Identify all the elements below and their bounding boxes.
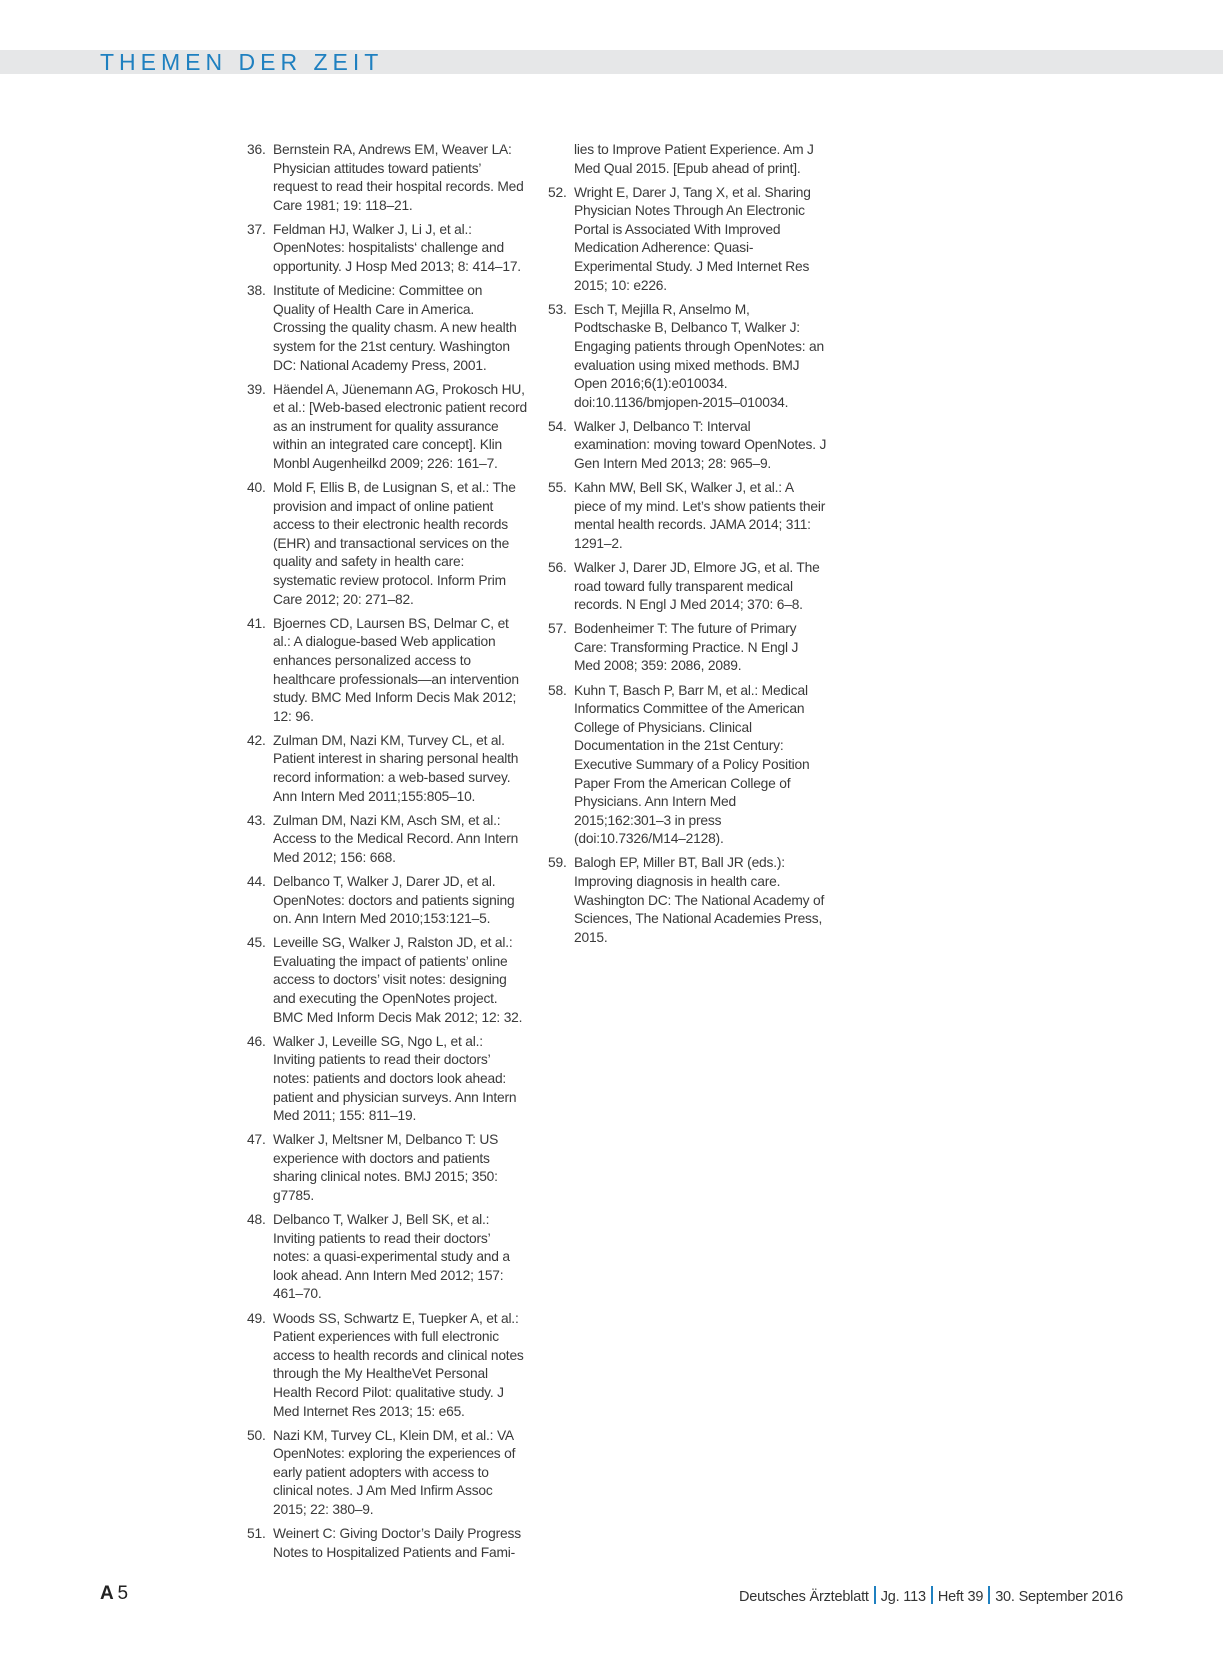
reference-item (548, 184, 828, 296)
reference-number: 53. (548, 301, 567, 317)
references-left-column (247, 141, 527, 1568)
reference-number: 47. (247, 1132, 266, 1148)
reference-item-continued (548, 141, 828, 178)
reference-item (247, 141, 527, 215)
reference-number: 46. (247, 1033, 266, 1049)
reference-number: 50. (247, 1427, 266, 1443)
reference-item (247, 732, 527, 806)
reference-text: Bjoernes CD, Laursen BS, Delmar C, et al.: A dialogue-based Web application enhances personalized access to healthcare professionals—an intervention study. BMC Med Inform Decis Mak 2012; 12: 96. (273, 615, 519, 724)
reference-number: 36. (247, 142, 266, 157)
reference-item (247, 1033, 527, 1126)
reference-number: 48. (247, 1212, 266, 1228)
footer-separator (874, 1586, 876, 1604)
reference-text: Weinert C: Giving Doctor’s Daily Progress Notes to Hospitalized Patients and Fami- (273, 1526, 521, 1560)
reference-number: 42. (247, 732, 266, 748)
reference-text: Delbanco T, Walker J, Bell SK, et al.: Inviting patients to read their doctors’ notes: a quasi-experimental study and a look ahead. Ann Intern Med 2012; 157: 461–70. (273, 1212, 510, 1302)
reference-text: Nazi KM, Turvey CL, Klein DM, et al.: VA OpenNotes: exploring the experiences of early patient adopters with access to clinical notes. J Am Med Infirm Assoc 2015; 22: 380–9. (273, 1427, 516, 1517)
reference-item (548, 479, 828, 553)
reference-number: 37. (247, 221, 266, 237)
reference-number: 52. (548, 184, 567, 200)
reference-item (247, 1310, 527, 1422)
journal-volume: Jg. 113 (880, 1589, 926, 1605)
reference-item (548, 854, 828, 947)
reference-number: 54. (548, 418, 567, 434)
journal-date: 30. September 2016 (995, 1589, 1123, 1605)
reference-item (247, 934, 527, 1027)
reference-text: Zulman DM, Nazi KM, Asch SM, et al.: Access to the Medical Record. Ann Intern Med 2012; 156: 668. (273, 812, 519, 865)
reference-text: Kahn MW, Bell SK, Walker J, et al.: A piece of my mind. Let’s show patients their mental health records. JAMA 2014; 311: 1291–2. (574, 480, 826, 551)
reference-item (247, 615, 527, 727)
reference-item (247, 812, 527, 868)
reference-item (247, 479, 527, 609)
reference-text: Woods SS, Schwartz E, Tuepker A, et al.: Patient experiences with full electronic access to health records and clinical notes through the My HealtheVet Personal Health Record Pilot: qualitative study. J Med Internet Res 2013; 15: e65. (273, 1310, 524, 1419)
journal-issue: Heft 39 (937, 1589, 984, 1605)
reference-text: Bernstein RA, Andrews EM, Weaver LA: Physician attitudes toward patients’ request to read their hospital records. Med Care 1981; 19: 118–21. (273, 142, 524, 213)
reference-text: Institute of Medicine: Committee on Quality of Health Care in America. Crossing the quality chasm. A new health system for the 21st century. Washington DC: National Academy Press, 2001. (273, 283, 517, 373)
references-right-column (548, 141, 828, 953)
reference-number: 43. (247, 812, 266, 828)
reference-number: 41. (247, 615, 266, 631)
reference-item (548, 682, 828, 849)
page-number-value: 5 (117, 1583, 129, 1604)
reference-number: 58. (548, 682, 567, 698)
reference-text: Balogh EP, Miller BT, Ball JR (eds.): Improving diagnosis in health care. Washington DC: The National Academy of Sciences, The National Academies Press, 2015. (574, 855, 825, 945)
reference-text: lies to Improve Patient Experience. Am J Med Qual 2015. [Epub ahead of print]. (574, 142, 814, 176)
reference-text: Häendel A, Jüenemann AG, Prokosch HU, et al.: [Web-based electronic patient record as an instrument for quality assurance within an integrated care concept]. Klin Monbl Augenheilkd 2009; 226: 161–7. (273, 381, 527, 471)
reference-text: Mold F, Ellis B, de Lusignan S, et al.: The provision and impact of online patient access to their electronic health records (EHR) and transactional services on the quality and safety in health care: systematic review protocol. Inform Prim Care 2012; 20: 271–82. (273, 480, 516, 607)
reference-text: Feldman HJ, Walker J, Li J, et al.: OpenNotes: hospitalists‘ challenge and opportunity. J Hosp Med 2013; 8: 414–17. (273, 221, 521, 275)
section-title: THEMEN DER ZEIT (100, 49, 384, 75)
reference-number: 57. (548, 621, 567, 637)
reference-text: Zulman DM, Nazi KM, Turvey CL, et al. Patient interest in sharing personal health record information: a web-based survey. Ann Intern Med 2011;155:805–10. (273, 732, 519, 804)
reference-number: 39. (247, 381, 266, 397)
footer-separator (931, 1586, 933, 1604)
reference-text: Wright E, Darer J, Tang X, et al. Sharing Physician Notes Through An Electronic Portal is Associated With Improved Medication Adherence: Quasi-Experimental Study. J Med Internet Res 2015; 10: e226. (574, 184, 811, 293)
reference-item (247, 1211, 527, 1304)
page-letter: A (100, 1583, 114, 1604)
reference-number: 55. (548, 480, 567, 496)
reference-text: Kuhn T, Basch P, Barr M, et al.: Medical Informatics Committee of the American College of Physicians. Clinical Documentation in the 21st Century: Executive Summary of a Policy Position Paper From the American College of Physicians. Ann Intern Med 2015;162:301–3 in press (doi:10.7326/M14–2128). (574, 682, 810, 847)
reference-item (247, 873, 527, 929)
reference-text: Bodenheimer T: The future of Primary Care: Transforming Practice. N Engl J Med 2008; 359: 2086, 2089. (574, 621, 799, 674)
reference-item (247, 221, 527, 277)
reference-number: 40. (247, 480, 266, 496)
reference-item (548, 418, 828, 474)
reference-text: Esch T, Mejilla R, Anselmo M, Podtschaske B, Delbanco T, Walker J: Engaging patients through OpenNotes: an evaluation using mixed methods. BMJ Open 2016;6(1):e010034. doi:10.1136/bmjopen-2015–010034. (574, 301, 824, 410)
reference-item (247, 282, 527, 375)
reference-number: 38. (247, 283, 266, 299)
reference-item (247, 1131, 527, 1205)
reference-text: Walker J, Leveille SG, Ngo L, et al.: Inviting patients to read their doctors’ notes: patients and doctors look ahead: patient and physician surveys. Ann Intern Med 2011; 155: 811–19. (273, 1033, 517, 1124)
footer-separator (988, 1586, 990, 1604)
reference-text: Leveille SG, Walker J, Ralston JD, et al.: Evaluating the impact of patients’ online access to doctors’ visit notes: designing and executing the OpenNotes project. BMC Med Inform Decis Mak 2012; 12: 32. (273, 935, 523, 1025)
reference-item (548, 620, 828, 676)
reference-number: 49. (247, 1310, 266, 1326)
reference-item (548, 559, 828, 615)
reference-text: Walker J, Darer JD, Elmore JG, et al. The road toward fully transparent medical records. N Engl J Med 2014; 370: 6–8. (574, 559, 820, 613)
reference-number: 45. (247, 935, 266, 951)
reference-number: 59. (548, 855, 567, 871)
reference-number (548, 141, 574, 178)
reference-item (247, 1525, 527, 1562)
reference-item (548, 301, 828, 413)
reference-item (247, 381, 527, 474)
reference-number: 51. (247, 1526, 266, 1542)
reference-text: Delbanco T, Walker J, Darer JD, et al. OpenNotes: doctors and patients signing on. Ann Intern Med 2010;153:121–5. (273, 873, 515, 927)
journal-footer (739, 1586, 1123, 1605)
page-number (100, 1583, 128, 1605)
reference-text: Walker J, Meltsner M, Delbanco T: US experience with doctors and patients sharing clinical notes. BMJ 2015; 350: g7785. (273, 1132, 499, 1203)
reference-number: 56. (548, 559, 567, 575)
reference-text: Walker J, Delbanco T: Interval examination: moving toward OpenNotes. J Gen Intern Med 2013; 28: 965–9. (574, 418, 827, 471)
journal-name: Deutsches Ärzteblatt (738, 1589, 869, 1605)
reference-item (247, 1427, 527, 1520)
reference-number: 44. (247, 873, 266, 889)
